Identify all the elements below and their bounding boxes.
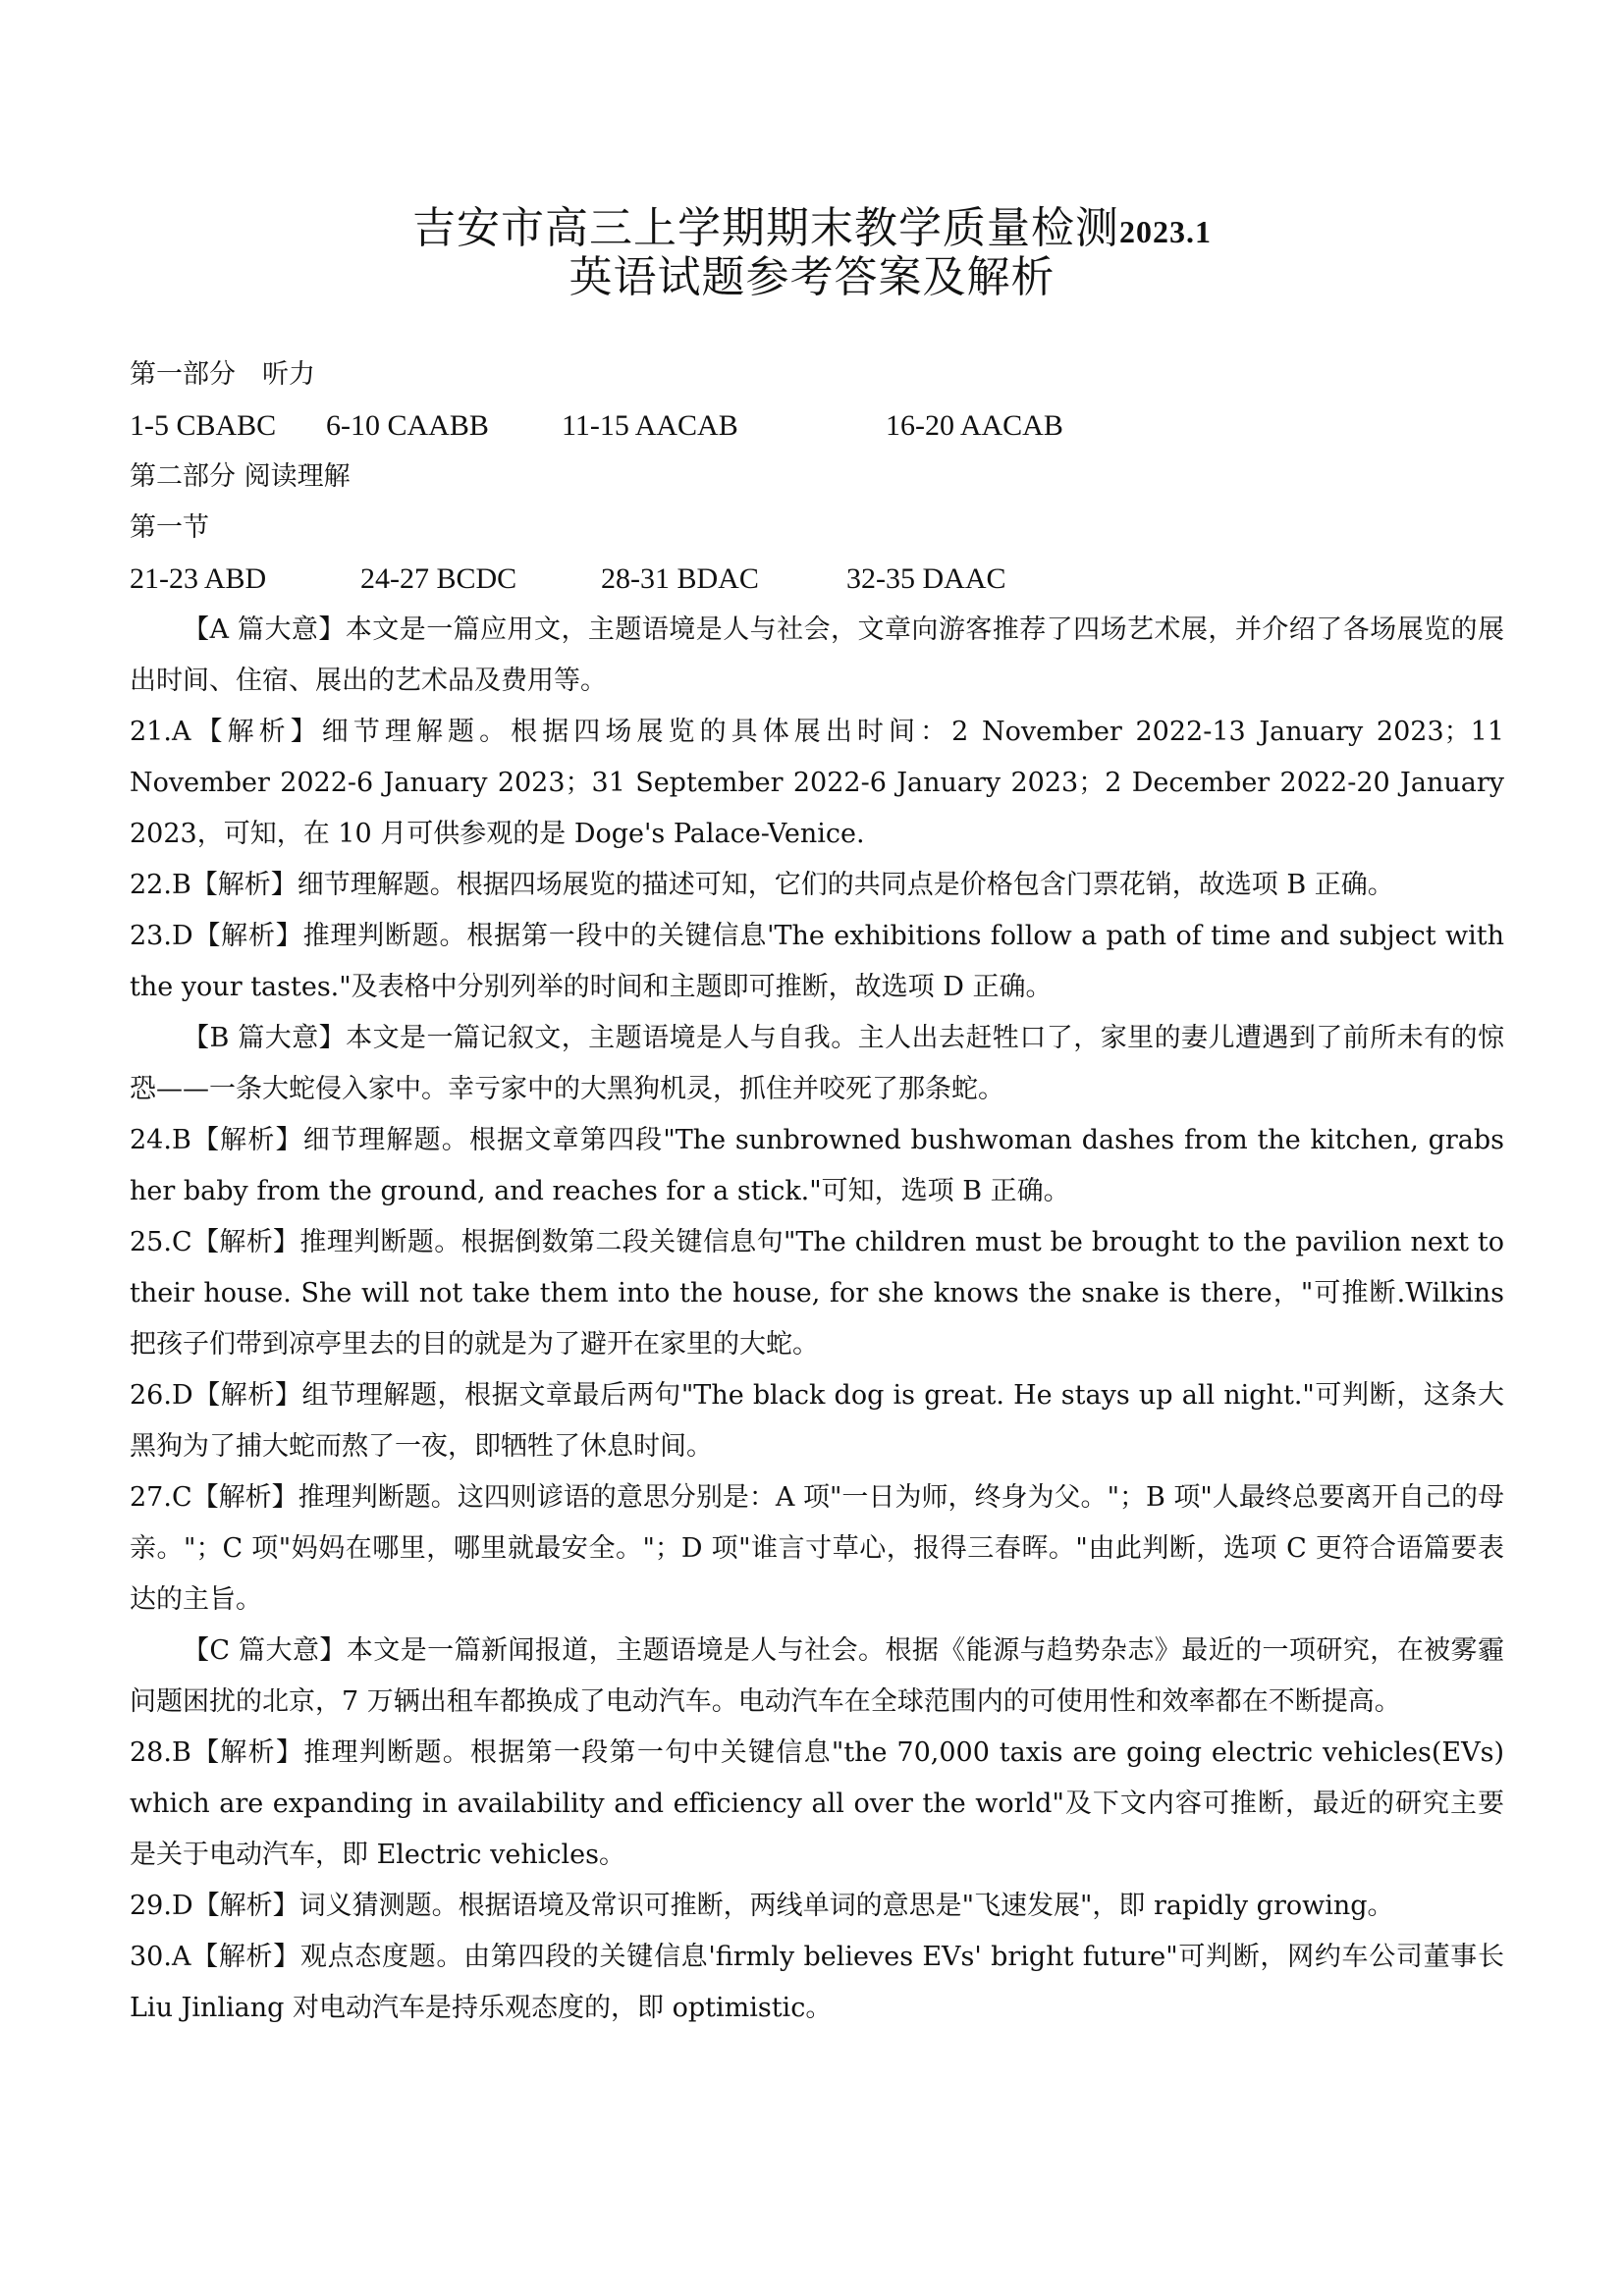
part1-answers [130,400,1504,452]
explanation-24: 24.B【解析】细节理解题。根据文章第四段"The sunbrowned bushwoman dashes from the kitchen, grabs her baby from the ground, and reaches for a stick."可知，选项 B 正确。 [130,1125,1504,1206]
explanation-23: 23.D【解析】推理判断题。根据第一段中的关键信息'The exhibitions follow a path of time and subject with the your tastes."及表格中分别列举的时间和主题即可推断，故选项 D 正确。 [130,921,1504,1002]
explanation-26: 26.D【解析】组节理解题，根据文章最后两句"The black dog is great. He stays up all night."可判断，这条大黑狗为了捕大蛇而熬了一夜，即牺牲了休息时间。 [130,1380,1504,1462]
answer-group: 11-15 AACAB [562,409,738,442]
answer-group: 28-31 BDAC [601,562,759,595]
passage-b-summary: 【B 篇大意】本文是一篇记叙文，主题语境是人与自我。主人出去赶牲口了，家里的妻儿遭遇到了前所未有的惊恐——一条大蛇侵入家中。幸亏家中的大黑狗机灵，抓住并咬死了那条蛇。 [130,1023,1504,1104]
explanation-22: 22.B【解析】细节理解题。根据四场展览的描述可知，它们的共同点是价格包含门票花销，故选项 B 正确。 [130,870,1394,900]
explanation-28: 28.B【解析】推理判断题。根据第一段第一句中关键信息"the 70,000 taxis are going electric vehicles(EVs) which are expanding in availability and efficiency all over the world"及下文内容可推断，最近的研究主要是关于电动汽车，即 Electric vehicles。 [130,1737,1504,1870]
passage-c-summary: 【C 篇大意】本文是一篇新闻报道，主题语境是人与社会。根据《能源与趋势杂志》最近的一项研究，在被雾霾问题困扰的北京，7 万辆出租车都换成了电动汽车。电动汽车在全球范围内的可使用性和效率都在不断提高。 [130,1635,1504,1717]
document-body [130,349,1504,2034]
answer-group: 24-27 BCDC [360,562,517,595]
part2-answers [130,554,1504,605]
part2-section: 第一节 [130,512,209,543]
answer-group: 32-35 DAAC [846,562,1006,595]
explanation-25: 25.C【解析】推理判断题。根据倒数第二段关键信息句"The children must be brought to the pavilion next to their house. She will not take them into the house, for she knows the snake is there，"可推断.Wilkins 把孩子们带到凉亭里去的目的就是为了避开在家里的大蛇。 [130,1227,1504,1360]
part1-heading: 第一部分 听力 [130,359,315,390]
answer-group: 21-23 ABD [130,562,267,595]
title-year: 2023.1 [1119,214,1212,249]
explanation-29: 29.D【解析】词义猜测题。根据语境及常识可推断，两线单词的意思是"飞速发展"，即 rapidly growing。 [130,1891,1394,1921]
title-main: 吉安市高三上学期期末教学质量检测 [412,203,1119,253]
part2-heading: 第二部分 阅读理解 [130,461,351,492]
explanation-30: 30.A【解析】观点态度题。由第四段的关键信息'firmly believes EVs' bright future"可判断，网约车公司董事长 Liu Jinliang 对电动汽车是持乐观态度的，即 optimistic。 [130,1942,1504,2023]
explanation-21: 21.A【解析】细节理解题。根据四场展览的具体展出时间：2 November 2022-13 January 2023；11 November 2022-6 January 2023；31 September 2022-6 January 2023；2 December 2022-20 January 2023，可知，在 10 月可供参观的是 Doge's Palace-Venice. [130,717,1504,849]
answer-group: 16-20 AACAB [886,409,1063,442]
answer-group: 1-5 CBABC [130,409,277,442]
explanation-27: 27.C【解析】推理判断题。这四则谚语的意思分别是：A 项"一日为师，终身为父。"；B 项"人最终总要离开自己的母亲。"；C 项"妈妈在哪里，哪里就最安全。"；D 项"谁言寸草心，报得三春晖。"由此判断，选项 C 更符合语篇要表达的主旨。 [130,1482,1504,1615]
passage-a-summary: 【A 篇大意】本文是一篇应用文，主题语境是人与社会，文章向游客推荐了四场艺术展，并介绍了各场展览的展出时间、住宿、展出的艺术品及费用等。 [130,614,1504,696]
document-subtitle: 英语试题参考答案及解析 [568,252,1056,302]
answer-group: 6-10 CAABB [326,409,489,442]
